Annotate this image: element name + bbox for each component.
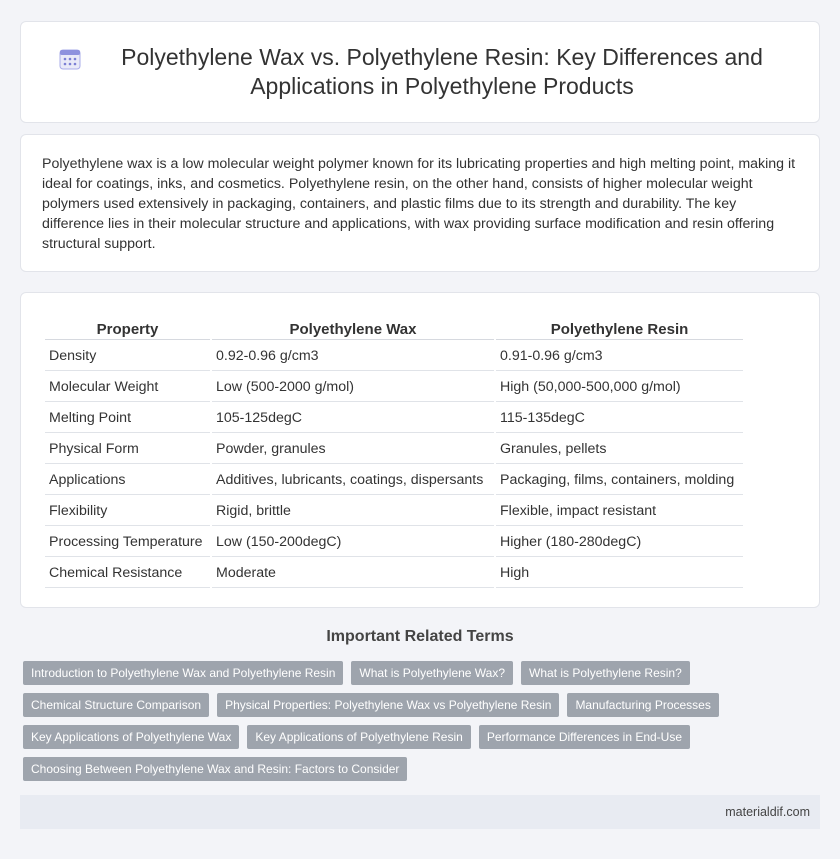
intro-paragraph: Polyethylene wax is a low molecular weight polymer known for its lubricating properties and high melting point, making it ideal for coatings, inks, and cosmetics. Polyethylene resin, on the other hand, consists of higher molecular weight polymers used extensively in packaging, containers, and plastic films due to its strength and durability. The key difference lies in their molecular structure and applications, with wax providing surface modification and resin offering structural support. [42, 156, 796, 252]
footer [20, 795, 820, 829]
wax-cell: Additives, lubricants, coatings, dispersants [212, 466, 494, 495]
table-row [45, 528, 743, 557]
related-tag[interactable]: Physical Properties: Polyethylene Wax vs Polyethylene Resin [217, 693, 559, 717]
related-tag[interactable]: What is Polyethylene Wax? [351, 661, 513, 685]
property-cell: Physical Form [45, 435, 210, 464]
table-row [45, 559, 743, 588]
intro-card [20, 134, 820, 272]
wax-cell: 105-125degC [212, 404, 494, 433]
resin-cell: 115-135degC [496, 404, 743, 433]
comparison-table [43, 315, 745, 590]
related-tag[interactable]: What is Polyethylene Resin? [521, 661, 690, 685]
tag-row [23, 757, 723, 781]
footer-site-name[interactable]: materialdif.com [725, 805, 810, 819]
related-tag[interactable]: Key Applications of Polyethylene Wax [23, 725, 239, 749]
table-row [45, 404, 743, 433]
property-cell: Molecular Weight [45, 373, 210, 402]
header-property: Property [45, 317, 210, 340]
page-title: Polyethylene Wax vs. Polyethylene Resin: Key Differences and Applications in Polyethylene Products [121, 44, 763, 99]
related-tag[interactable]: Chemical Structure Comparison [23, 693, 209, 717]
wax-cell: Low (150-200degC) [212, 528, 494, 557]
table-row [45, 373, 743, 402]
resin-cell: 0.91-0.96 g/cm3 [496, 342, 743, 371]
header-card [20, 21, 820, 123]
tag-row [23, 725, 723, 749]
property-cell: Chemical Resistance [45, 559, 210, 588]
wax-cell: Moderate [212, 559, 494, 588]
related-tag[interactable]: Choosing Between Polyethylene Wax and Resin: Factors to Consider [23, 757, 407, 781]
related-terms-tags [23, 661, 723, 789]
header-polyethylene-wax: Polyethylene Wax [212, 317, 494, 340]
resin-cell: Granules, pellets [496, 435, 743, 464]
resin-cell: Flexible, impact resistant [496, 497, 743, 526]
property-cell: Density [45, 342, 210, 371]
related-terms-heading: Important Related Terms [326, 628, 514, 645]
table-row [45, 466, 743, 495]
resin-cell: High (50,000-500,000 g/mol) [496, 373, 743, 402]
resin-cell: Higher (180-280degC) [496, 528, 743, 557]
related-tag[interactable]: Introduction to Polyethylene Wax and Polyethylene Resin [23, 661, 343, 685]
table-row [45, 435, 743, 464]
title-wrap [58, 43, 782, 101]
wax-cell: Rigid, brittle [212, 497, 494, 526]
property-cell: Processing Temperature [45, 528, 210, 557]
table-row [45, 342, 743, 371]
comparison-table-card [20, 292, 820, 608]
table-row [45, 497, 743, 526]
resin-cell: High [496, 559, 743, 588]
related-tag[interactable]: Manufacturing Processes [567, 693, 718, 717]
wax-cell: Powder, granules [212, 435, 494, 464]
tag-row [23, 693, 723, 717]
wax-cell: Low (500-2000 g/mol) [212, 373, 494, 402]
header-polyethylene-resin: Polyethylene Resin [496, 317, 743, 340]
table-header-row [45, 317, 743, 340]
related-tag[interactable]: Performance Differences in End-Use [479, 725, 690, 749]
property-cell: Flexibility [45, 497, 210, 526]
tag-row [23, 661, 723, 685]
property-cell: Applications [45, 466, 210, 495]
property-cell: Melting Point [45, 404, 210, 433]
related-tag[interactable]: Key Applications of Polyethylene Resin [247, 725, 470, 749]
resin-cell: Packaging, films, containers, molding [496, 466, 743, 495]
calendar-icon [58, 47, 82, 71]
wax-cell: 0.92-0.96 g/cm3 [212, 342, 494, 371]
